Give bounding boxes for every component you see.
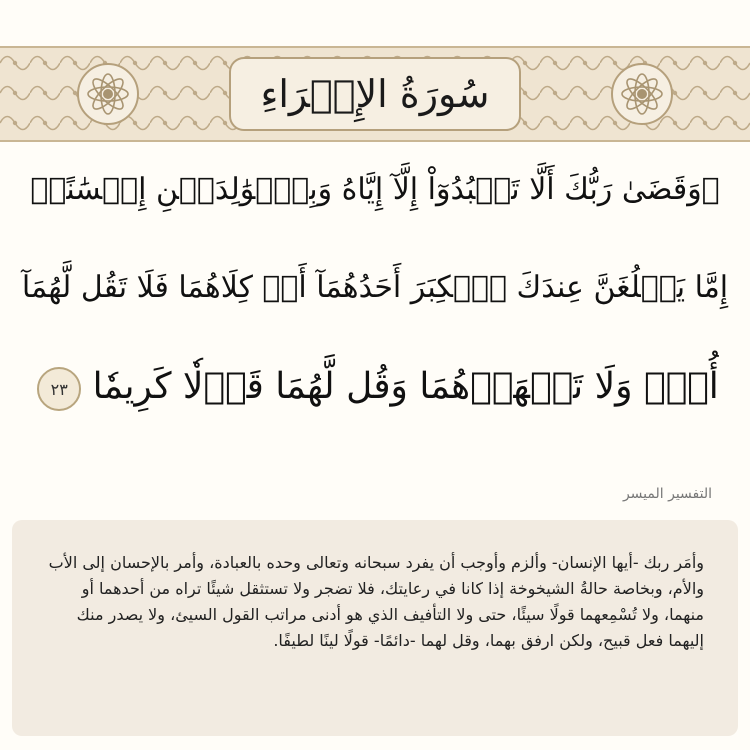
tafsir-text: وأمَر ربك -أيها الإنسان- وألزم وأوجب أن يفرد سبحانه وتعالى وحده بالعبادة، وأمر بالإحسان إلى الأب والأم، وبخاصة حالةُ الشيخوخة إذا كانا في رعايتك، فلا تضجر ولا تستثقل شيئًا تراه من أحدهما أو منهما، ولا تُسْمِعهما قولًا سيئًا، حتى ولا التأفيف الذي هو أدنى مراتب القول السيئ، ولا يصدر منك إليهما فعل قبيح، ولكن ارفق بهما، وقل لهما -دائمًا- قولًا لينًا لطيفًا.: [48, 553, 704, 650]
tafsir-panel: [12, 520, 738, 736]
left-rosette-icon: [78, 64, 138, 124]
verse-line-1: ۞وَقَضَىٰ رَبُّكَ أَلَّا تَعۡبُدُوٓاْ إِلَّآ إِيَّاهُ وَبِٱلۡوَٰلِدَيۡنِ إِحۡسَٰنًاۚ: [30, 172, 720, 207]
tafsir-label: التفسير الميسر: [622, 486, 712, 502]
verse-line-2: إِمَّا يَبۡلُغَنَّ عِندَكَ ٱلۡكِبَرَ أَحَدُهُمَآ أَوۡ كِلَاهُمَا فَلَا تَقُل لَّهُمَآ: [21, 270, 729, 305]
verse-line-3-text: أُفّٖ وَلَا تَنۡهَرۡهُمَا وَقُل لَّهُمَا قَوۡلٗا كَرِيمٗا: [92, 366, 719, 407]
ayah-number-marker: ٢٣: [37, 367, 81, 411]
right-rosette-icon: [612, 64, 672, 124]
surah-header-banner: [0, 46, 750, 142]
surah-title: سُورَةُ الإِسۡرَاءِ: [260, 72, 490, 116]
verse-line-3: [20, 366, 730, 411]
